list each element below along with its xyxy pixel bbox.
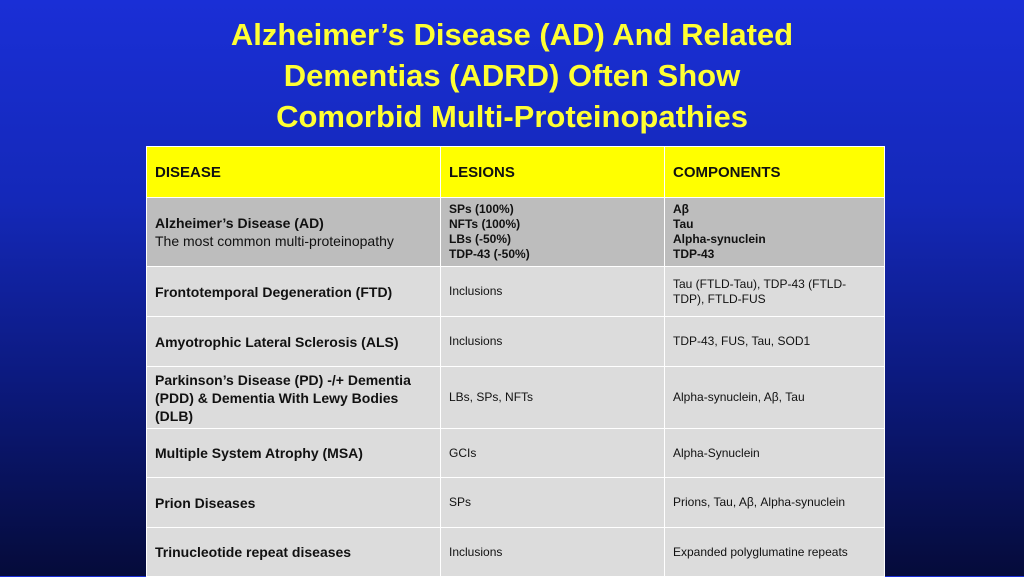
lesion-item: LBs (-50%) — [449, 232, 512, 246]
cell-components — [665, 198, 885, 267]
disease-subtitle: The most common multi-proteinopathy — [155, 233, 394, 249]
cell-lesions: Inclusions — [441, 267, 665, 317]
cell-lesions: GCIs — [441, 429, 665, 478]
table-header-row — [147, 147, 885, 198]
header-lesions: LESIONS — [441, 147, 665, 198]
slide-title — [0, 14, 1024, 137]
component-item: Aβ — [673, 202, 689, 216]
table-row — [147, 429, 885, 478]
cell-components: Prions, Tau, Aβ, Alpha-synuclein — [665, 478, 885, 528]
table-row — [147, 478, 885, 528]
cell-lesions: LBs, SPs, NFTs — [441, 367, 665, 429]
cell-components: TDP-43, FUS, Tau, SOD1 — [665, 317, 885, 367]
lesion-item: TDP-43 (-50%) — [449, 247, 530, 261]
component-item: Alpha-synuclein — [673, 232, 766, 246]
table-row — [147, 367, 885, 429]
cell-disease: Amyotrophic Lateral Sclerosis (ALS) — [147, 317, 441, 367]
table-row — [147, 317, 885, 367]
header-components: COMPONENTS — [665, 147, 885, 198]
cell-components: Alpha-synuclein, Aβ, Tau — [665, 367, 885, 429]
cell-lesions: Inclusions — [441, 317, 665, 367]
cell-disease — [147, 198, 441, 267]
title-line-2: Dementias (ADRD) Often Show — [283, 58, 741, 93]
component-item: Tau — [673, 217, 694, 231]
table-row — [147, 528, 885, 577]
cell-components: Tau (FTLD-Tau), TDP-43 (FTLD-TDP), FTLD-FUS — [665, 267, 885, 317]
lesion-item: NFTs (100%) — [449, 217, 521, 231]
component-item: TDP-43 — [673, 247, 715, 261]
table-row-ad — [147, 198, 885, 267]
disease-name: Alzheimer’s Disease (AD) — [155, 215, 324, 231]
title-line-3: Comorbid Multi-Proteinopathies — [276, 99, 748, 134]
cell-disease: Trinucleotide repeat diseases — [147, 528, 441, 577]
cell-components: Alpha-Synuclein — [665, 429, 885, 478]
header-disease: DISEASE — [147, 147, 441, 198]
cell-disease: Parkinson’s Disease (PD) -/+ Dementia (PDD) & Dementia With Lewy Bodies (DLB) — [147, 367, 441, 429]
lesion-item: SPs (100%) — [449, 202, 514, 216]
cell-disease: Frontotemporal Degeneration (FTD) — [147, 267, 441, 317]
table-row — [147, 267, 885, 317]
title-line-1: Alzheimer’s Disease (AD) And Related — [230, 17, 794, 52]
cell-lesions: Inclusions — [441, 528, 665, 577]
cell-disease: Multiple System Atrophy (MSA) — [147, 429, 441, 478]
cell-lesions: SPs — [441, 478, 665, 528]
cell-disease: Prion Diseases — [147, 478, 441, 528]
disease-table — [146, 146, 885, 577]
cell-lesions — [441, 198, 665, 267]
cell-components: Expanded polyglumatine repeats — [665, 528, 885, 577]
